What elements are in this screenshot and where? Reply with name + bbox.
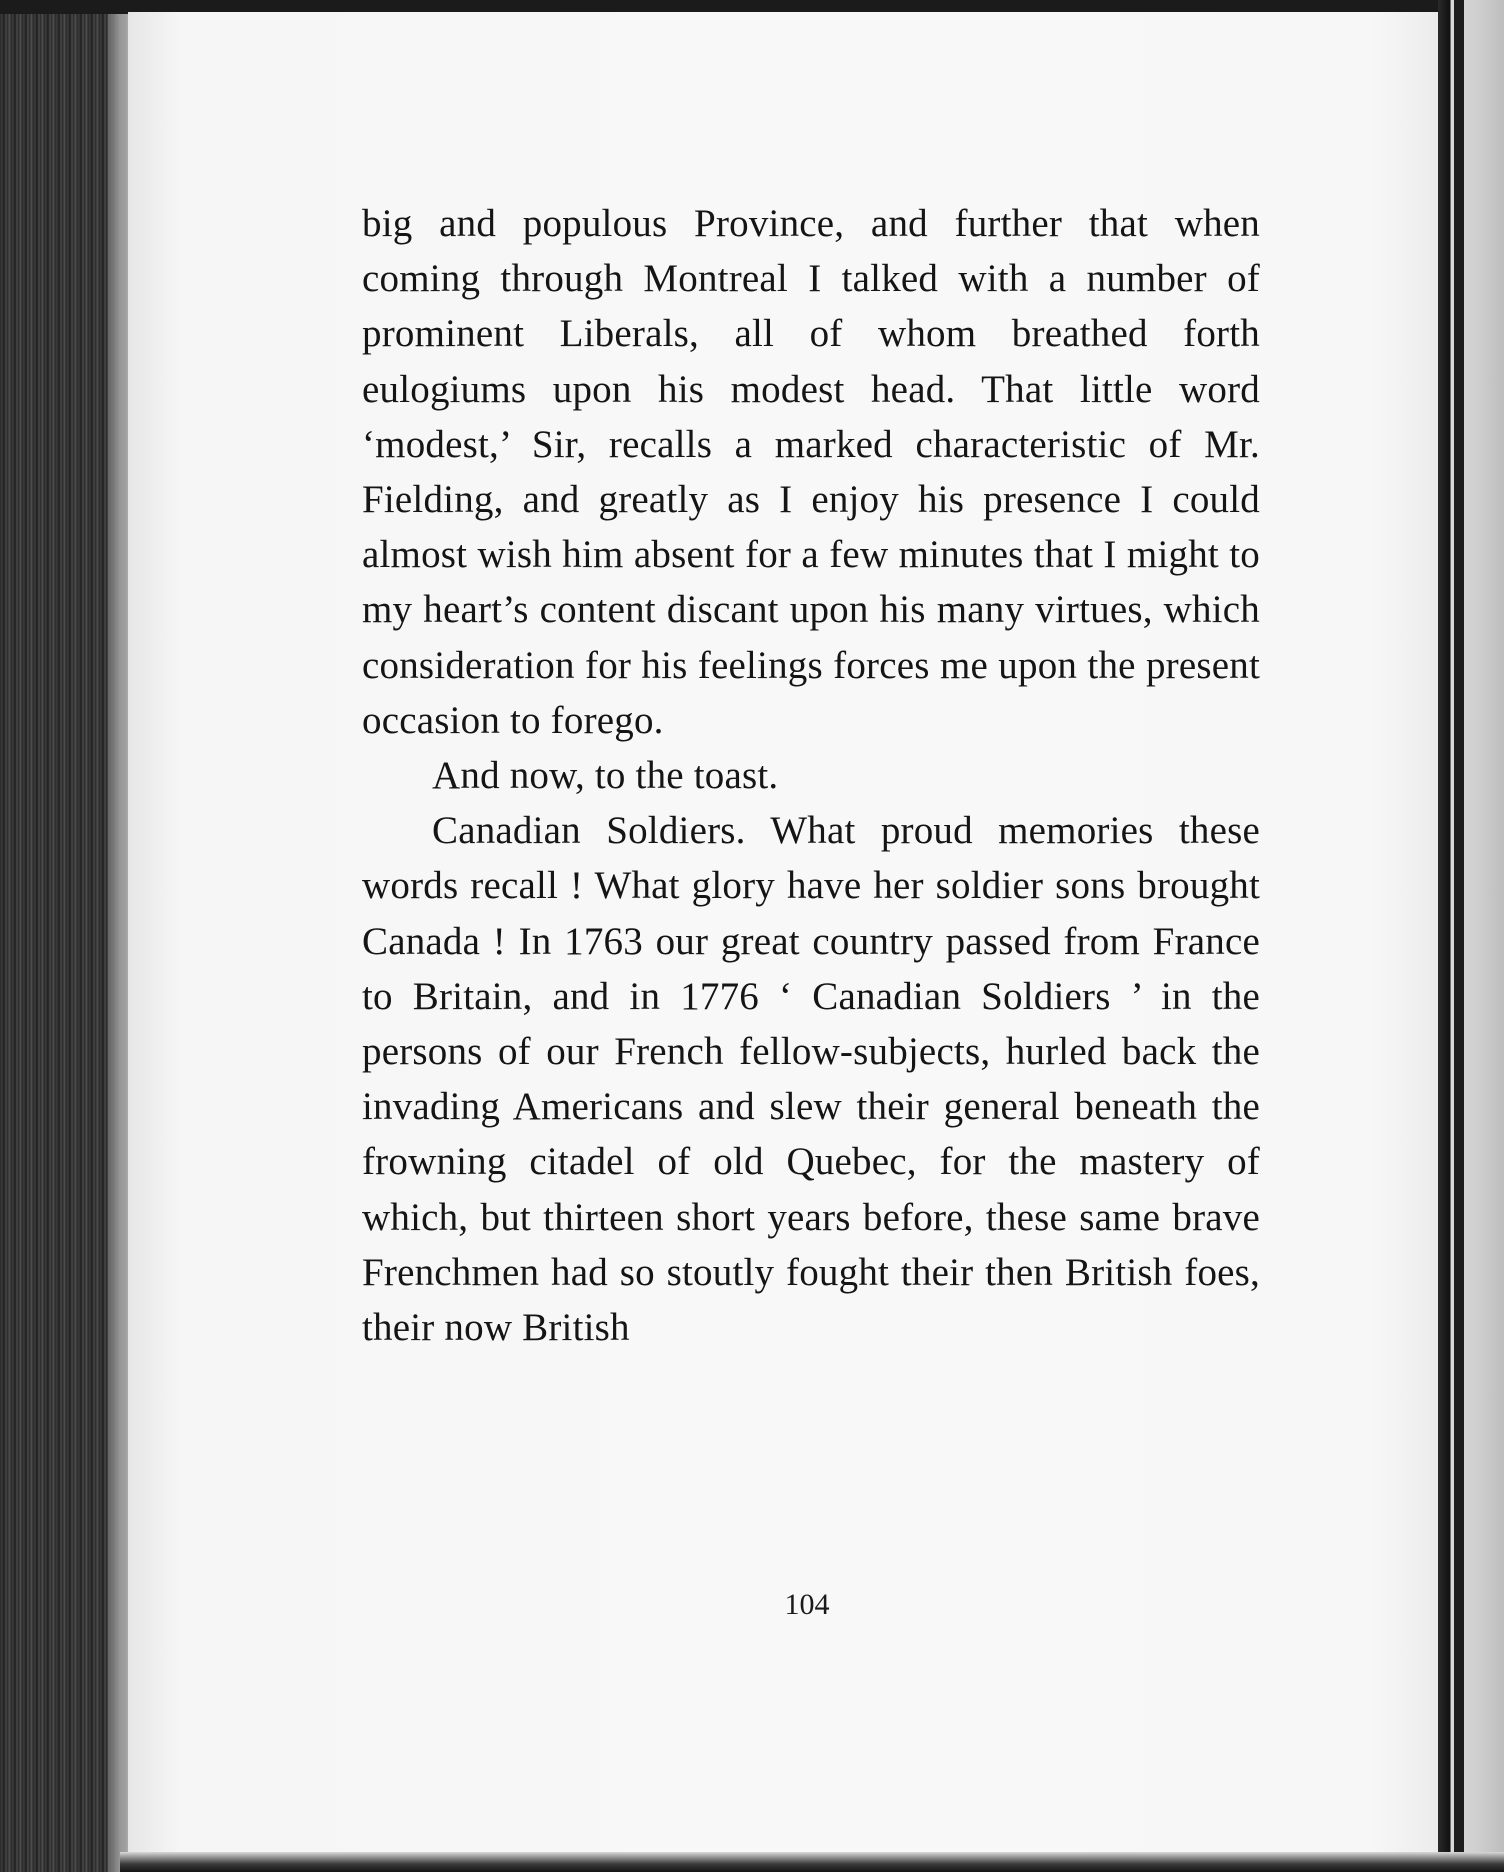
paragraph-1: big and populous Province, and further that when coming through Montreal I talked with a number of prominent Liberals, all of whom breathed forth eulogiums upon his modest head. That little word ‘modest,’ Sir, recalls a marked characteristic of Mr. Fielding, and greatly as I enjoy his presence I could almost wish him absent for a few minutes that I might to my heart’s content discant upon his many virtues, which consideration for his feelings forces me upon the present occasion to forego. <box>362 202 1260 742</box>
paragraph-2: And now, to the toast. <box>432 754 779 798</box>
bottom-book-edge <box>120 1852 1504 1872</box>
body-text <box>362 196 1260 1355</box>
page-number: 104 <box>784 1588 830 1621</box>
paragraph-3: Canadian Soldiers. What proud memories these words recall ! What glory have her soldier sons brought Canada ! In 1763 our great country passed from France to Britain, and in 1776 ‘ Canadian Soldiers ’ in the persons of our French fellow-subjects, hurled back the invading Americans and slew their general beneath the frowning citadel of old Quebec, for the mastery of which, but thirteen short years before, these same brave Frenchmen had so stoutly fought their then British foes, their now British <box>362 809 1260 1350</box>
